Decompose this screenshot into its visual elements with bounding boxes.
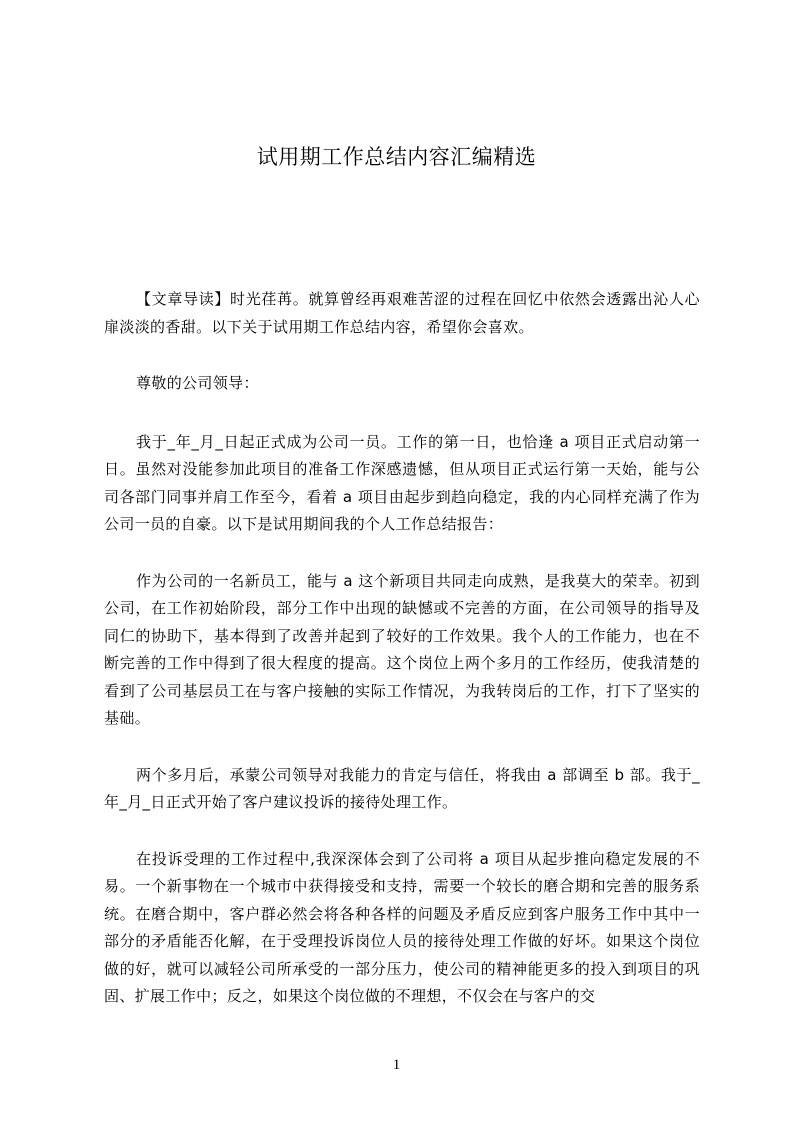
salutation-paragraph: 尊敬的公司领导： — [136, 374, 259, 392]
document-body — [104, 286, 700, 1040]
page-number: 1 — [392, 1057, 401, 1073]
intro-paragraph: 【文章导读】时光荏苒。就算曾经再艰难苦涩的过程在回忆中依然会透露出沁人心扉淡淡的香甜。以下关于试用期工作总结内容，希望你会喜欢。 — [104, 290, 700, 336]
body-paragraph: 在投诉受理的工作过程中,我深深体会到了公司将 a 项目从起步推向稳定发展的不易。一个新事物在一个城市中获得接受和支持，需要一个较长的磨合期和完善的服务系统。在磨合期中，客户群必然会将各种各样的问题及矛盾反应到客户服务工作中其中一部分的矛盾能否化解，在于受理投诉岗位人员的接待处理工作做的好坏。如果这个岗位做的好，就可以减轻公司所承受的一部分压力，使公司的精神能更多的投入到项目的巩固、扩展工作中；反之，如果这个岗位做的不理想，不仅会在与客户的交 — [104, 849, 700, 1005]
body-paragraph: 两个多月后，承蒙公司领导对我能力的肯定与信任，将我由 a 部调至 b 部。我于_年_月_日正式开始了客户建议投诉的接待处理工作。 — [104, 765, 700, 811]
body-paragraph: 我于_年_月_日起正式成为公司一员。工作的第一日，也恰逢 a 项目正式启动第一日。虽然对没能参加此项目的准备工作深感遗憾，但从项目正式运行第一天始，能与公司各部门同事并肩工作至今，看着 a 项目由起步到趋向稳定，我的内心同样充满了作为公司一员的自豪。以下是试用期间我的个人工作总结报告： — [104, 432, 700, 533]
body-paragraph: 作为公司的一名新员工，能与 a 这个新项目共同走向成熟，是我莫大的荣幸。初到公司，在工作初始阶段，部分工作中出现的缺憾或不完善的方面，在公司领导的指导及同仁的协助下，基本得到了改善并起到了较好的工作效果。我个人的工作能力，也在不断完善的工作中得到了很大程度的提高。这个岗位上两个多月的工作经历，使我清楚的看到了公司基层员工在与客户接触的实际工作情况，为我转岗后的工作，打下了坚实的基础。 — [104, 571, 700, 727]
page-title: 试用期工作总结内容汇编精选 — [256, 145, 537, 169]
